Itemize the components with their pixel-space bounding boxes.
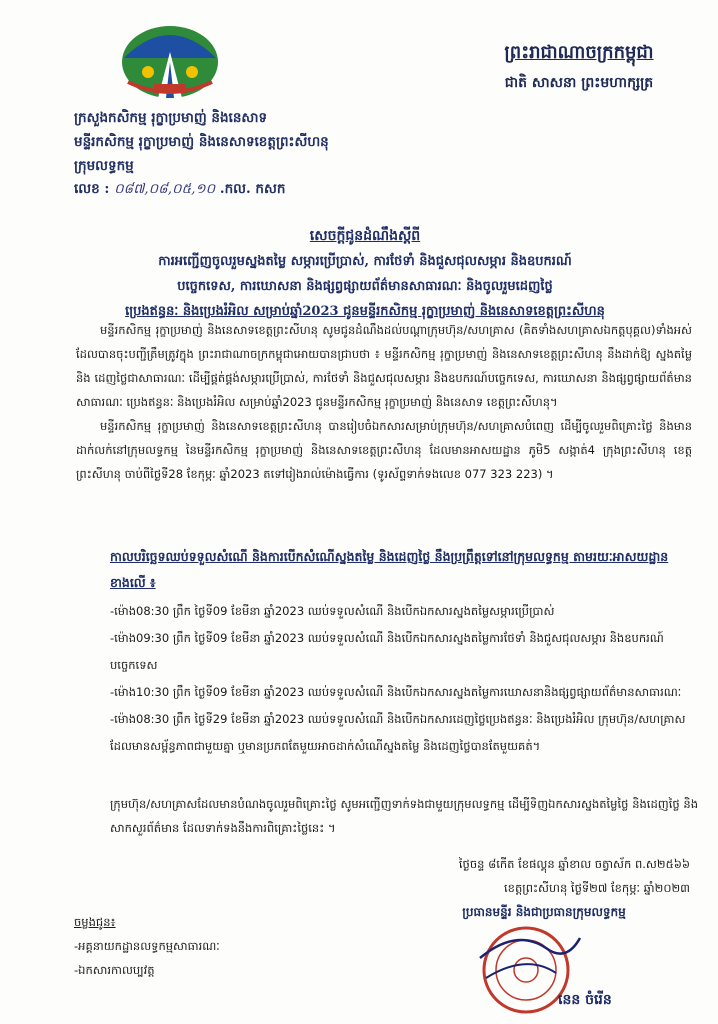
kingdom-motto <box>464 40 694 94</box>
signatory-title: ប្រធានមន្ទីរ និងជាប្រធានក្រុមលទ្ធកម្ម <box>462 905 626 919</box>
copy-to-item: -អគ្គនាយកដ្ឋានលទ្ធកម្មសាធារណៈ <box>74 939 220 953</box>
lunar-date: ថ្ងៃចន្ទ ៨កើត ខែផល្គុន ឆ្នាំខាល ចត្វាស័ក ព.ស២៥៦៦ <box>458 857 690 871</box>
reference-handwritten: ០៨៧,០៨,០៥,១០ <box>114 181 216 197</box>
department-name: មន្ទីរកសិកម្ម រុក្ខាប្រមាញ់ និងនេសាទខេត្តព្រះសីហនុ <box>74 134 329 150</box>
ministry-name: ក្រសួងកសិកម្ម រុក្ខាប្រមាញ់ និងនេសាទ <box>74 110 268 126</box>
notice-body <box>76 318 692 486</box>
kingdom-motto-line: ជាតិ សាសនា ព្រះមហាក្សត្រ <box>504 75 654 91</box>
schedule-item: -ម៉ោង08:30 ព្រឹក ថ្ងៃទី09 ខែមីនា ឆ្នាំ2023 ឈប់ទទួលសំណើ និងបើកឯកសារស្នងតម្លៃសម្ភារប្រើប្រាស់ <box>110 604 555 618</box>
committee-name: ក្រុមលទ្ធកម្ម <box>74 158 134 174</box>
ministry-emblem-icon <box>118 22 222 102</box>
reference-suffix: .កល. កសក <box>219 181 286 197</box>
kingdom-name: ព្រះរាជាណាចក្រកម្ពុជា <box>504 42 654 63</box>
title-line-4: ប្រេងឥន្ធនៈ និងប្រេងរំអិល សម្រាប់ឆ្នាំ2023 ជូនមន្ទីរកសិកម្ម រុក្ខាប្រមាញ់ និងនេសាទខេត្តព្រះសីហនុ <box>125 304 605 319</box>
reference-number <box>74 180 285 200</box>
signatory-name: នេន ចំរើន <box>558 992 612 1008</box>
title-line-2: ការអញ្ជើញចូលរួមស្នងតម្លៃ សម្ភារប្រើប្រាស់, ការថែទាំ និងជួសជុលសម្ភារ និងឧបករណ៍ <box>158 254 572 269</box>
body-paragraph-1: មន្ទីរកសិកម្ម រុក្ខាប្រមាញ់ និងនេសាទខេត្តព្រះសីហនុ សូមជូនដំណឹងដល់បណ្តាក្រុមហ៊ុន/សហគ្រាស (គិតទាំងសហគ្រាសឯកត្តបុគ្គល)ទាំងអស់ដែលបានចុះបញ្ជីត្រឹមត្រូវក្នុង ព្រះរាជាណាចក្រកម្ពុជាអោយបានជ្រាបថា ៖ មន្ទីរកសិកម្ម រុក្ខាប្រមាញ់ និងនេសាទខេត្តព្រះសីហនុ នឹងដាក់ឱ្យ ស្នងតម្លៃ និង ដេញថ្លៃជាសាធារណៈ ដើម្បីផ្គត់ផ្គង់សម្ភារប្រើប្រាស់, ការថែទាំ និងជួសជុលសម្ភារ និងឧបករណ៍បច្ចេកទេស, ការឃោសនា និងផ្សព្វផ្សាយព័ត៌មានសាធារណៈ ប្រេងឥន្ធនៈ និងប្រេងរំអិល សម្រាប់ឆ្នាំ2023 ជូនមន្ទីរកសិកម្ម រុក្ខាប្រមាញ់ និងនេសាទ ខេត្តព្រះសីហនុ។ <box>76 323 692 409</box>
schedule-list <box>110 598 698 760</box>
title-line-3: បច្ចេកទេស, ការឃោសនា និងផ្សព្វផ្សាយព័ត៌មានសាធារណៈ និងចូលរួមដេញថ្លៃ <box>177 279 553 294</box>
body-paragraph-2: មន្ទីរកសិកម្ម រុក្ខាប្រមាញ់ និងនេសាទខេត្តព្រះសីហនុ បានរៀបចំឯកសារសម្រាប់ក្រុមហ៊ុន/សហគ្រាសបំពេញ ដើម្បីចូលរួមពិគ្រោះថ្លៃ និងមានដាក់លក់នៅក្រុមលទ្ធកម្ម នៃមន្ទីរកសិកម្ម រុក្ខាប្រមាញ់ និងនេសាទខេត្តព្រះសីហនុ ដែលមានអាសយដ្ឋាន ភូមិ5 សង្កាត់4 ក្រុងព្រះសីហនុ ខេត្តព្រះសីហនុ ចាប់ពីថ្ងៃទី28 ខែកុម្ភៈ ឆ្នាំ2023 តទៅរៀងរាល់ម៉ោងធ្វើការ (ទូរស័ព្ទទាក់ទងលេខ 077 323 223) ។ <box>76 419 692 481</box>
copy-to-label: ចម្លងជូន៖ <box>74 915 116 929</box>
copy-to-item: -ឯកសារកាលប្បវត្ត <box>74 963 155 977</box>
notice-title <box>60 226 670 322</box>
issuing-organization <box>74 106 329 178</box>
copy-to <box>74 910 220 982</box>
schedule-item: -ម៉ោង08:30 ព្រឹក ថ្ងៃទី29 ខែមីនា ឆ្នាំ2023 ឈប់ទទួលសំណើ និងបើកឯកសារដេញថ្លៃប្រេងឥន្ធនៈ និងប្រេងរំអិល ក្រុមហ៊ុន/សហគ្រាសដែលមានសម្ព័ន្ធភាពជាមួយគ្នា ឬមានប្រភពតែមួយអាចដាក់សំណើស្នងតម្លៃ និងដេញថ្លៃបានតែមួយគត់។ <box>110 712 686 753</box>
schedule-item: -ម៉ោង09:30 ព្រឹក ថ្ងៃទី09 ខែមីនា ឆ្នាំ2023 ឈប់ទទួលសំណើ និងបើកឯកសារស្នងតម្លៃការថែទាំ និងជួសជុលសម្ភារ និងឧបករណ៍បច្ចេកទេស <box>110 631 664 672</box>
issue-date <box>390 852 690 900</box>
solar-date: ខេត្តព្រះសីហនុ ថ្ងៃទី២៧ ខែកុម្ភៈ ឆ្នាំ២០២៣ <box>504 881 690 895</box>
deadline-heading: កាលបរិច្ឆេទឈប់ទទួលសំណើ និងការបើកសំណើស្នងតម្លៃ និងដេញថ្លៃ នឹងប្រព្រឹត្តទៅនៅក្រុមលទ្ធកម្ម តាមរយៈអាសយដ្ឋានខាងលើ ៖ <box>110 549 669 590</box>
schedule-item: -ម៉ោង10:30 ព្រឹក ថ្ងៃទី09 ខែមីនា ឆ្នាំ2023 ឈប់ទទួលសំណើ និងបើកឯកសារស្នងតម្លៃការឃោសនានិងផ្សព្វផ្សាយព័ត៌មានសាធារណៈ <box>110 685 682 699</box>
reference-label: លេខ : <box>74 181 110 197</box>
closing-paragraph: ក្រុមហ៊ុន/សហគ្រាសដែលមានបំណងចូលរួមពិគ្រោះថ្លៃ សូមអញ្ជើញទាក់ទងជាមួយក្រុមលទ្ធកម្ម ដើម្បីទិញឯកសារស្នងតម្លៃថ្លៃ និងដេញថ្លៃ និងសាកសួរព័ត៌មាន ដែលទាក់ទងនឹងការពិគ្រោះថ្លៃនេះ ។ <box>110 797 698 835</box>
title-line-1: សេចក្តីជូនដំណឹងស្តីពី <box>309 228 421 244</box>
